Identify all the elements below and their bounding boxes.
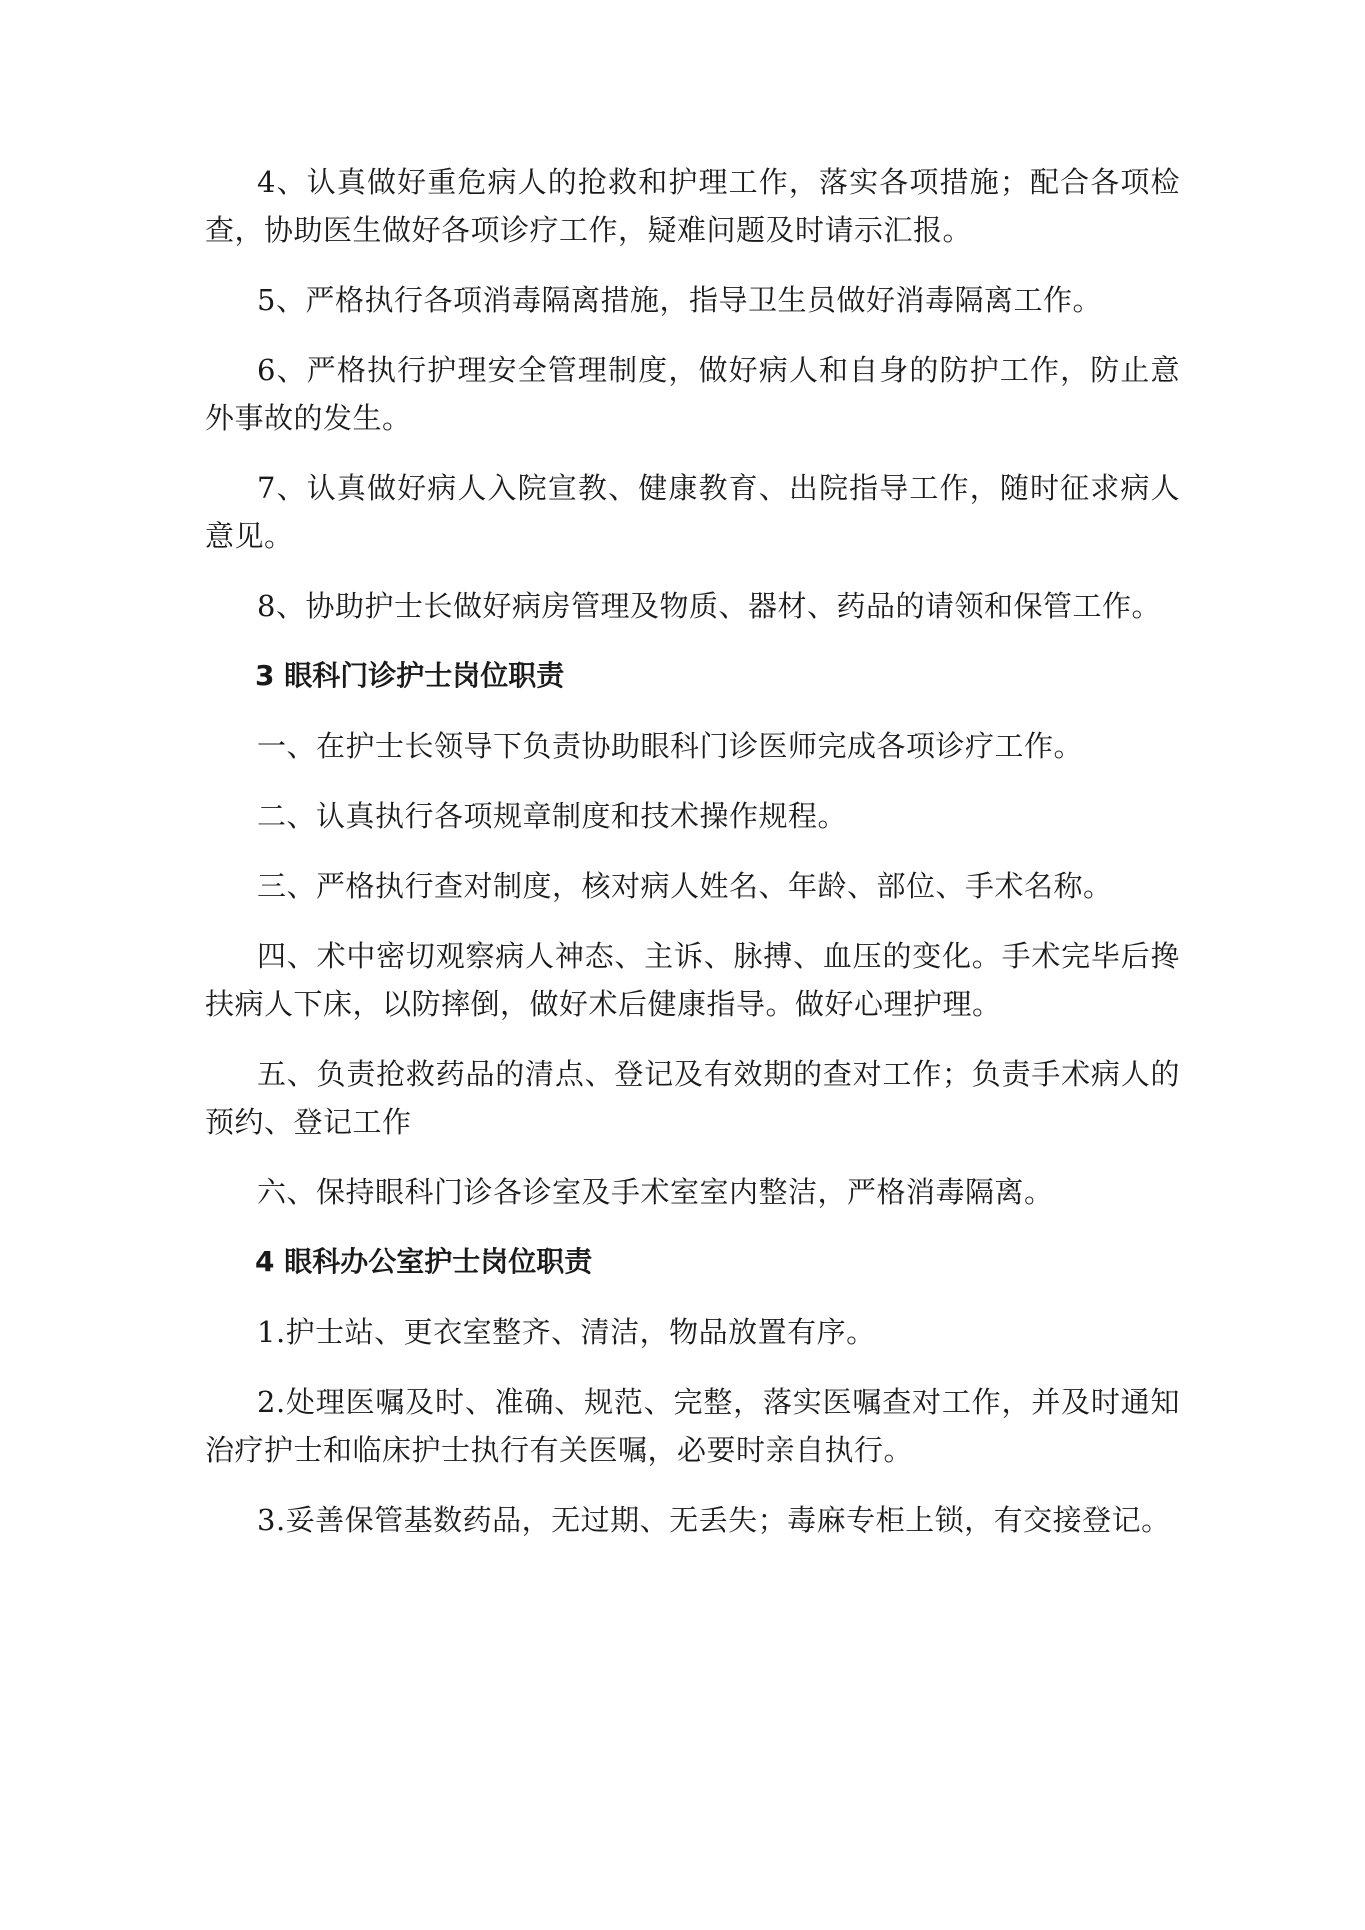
duty-item-8: 8、协助护士长做好病房管理及物质、器材、药品的请领和保管工作。	[257, 589, 1161, 623]
duty-item-5: 5、严格执行各项消毒隔离措施，指导卫生员做好消毒隔离工作。	[257, 283, 1102, 317]
outpatient-duty-4: 四、术中密切观察病人神态、主诉、脉搏、血压的变化。手术完毕后搀扶病人下床，以防摔倒，做好术后健康指导。做好心理护理。	[205, 939, 1180, 1021]
duty-item-6: 6、严格执行护理安全管理制度，做好病人和自身的防护工作，防止意外事故的发生。	[205, 353, 1180, 435]
section-heading-office: 4 眼科办公室护士岗位职责	[255, 1245, 593, 1278]
outpatient-duty-6: 六、保持眼科门诊各诊室及手术室室内整洁，严格消毒隔离。	[257, 1175, 1054, 1209]
outpatient-duty-5: 五、负责抢救药品的清点、登记及有效期的查对工作；负责手术病人的预约、登记工作	[205, 1057, 1180, 1139]
section-heading-outpatient: 3 眼科门诊护士岗位职责	[255, 659, 565, 692]
outpatient-duty-3: 三、严格执行查对制度，核对病人姓名、年龄、部位、手术名称。	[257, 869, 1113, 903]
outpatient-duty-1: 一、在护士长领导下负责协助眼科门诊医师完成各项诊疗工作。	[257, 729, 1084, 763]
office-duty-1: 1.护士站、更衣室整齐、清洁，物品放置有序。	[257, 1315, 876, 1349]
outpatient-duty-2: 二、认真执行各项规章制度和技术操作规程。	[257, 799, 848, 833]
document-page	[205, 158, 1180, 1566]
duty-item-7: 7、认真做好病人入院宣教、健康教育、出院指导工作，随时征求病人意见。	[205, 471, 1180, 553]
duty-item-4: 4、认真做好重危病人的抢救和护理工作，落实各项措施；配合各项检查，协助医生做好各项诊疗工作，疑难问题及时请示汇报。	[205, 165, 1180, 247]
office-duty-3: 3.妥善保管基数药品，无过期、无丢失；毒麻专柜上锁，有交接登记。	[257, 1503, 1171, 1537]
office-duty-2: 2.处理医嘱及时、准确、规范、完整，落实医嘱查对工作，并及时通知治疗护士和临床护士执行有关医嘱，必要时亲自执行。	[205, 1385, 1180, 1467]
